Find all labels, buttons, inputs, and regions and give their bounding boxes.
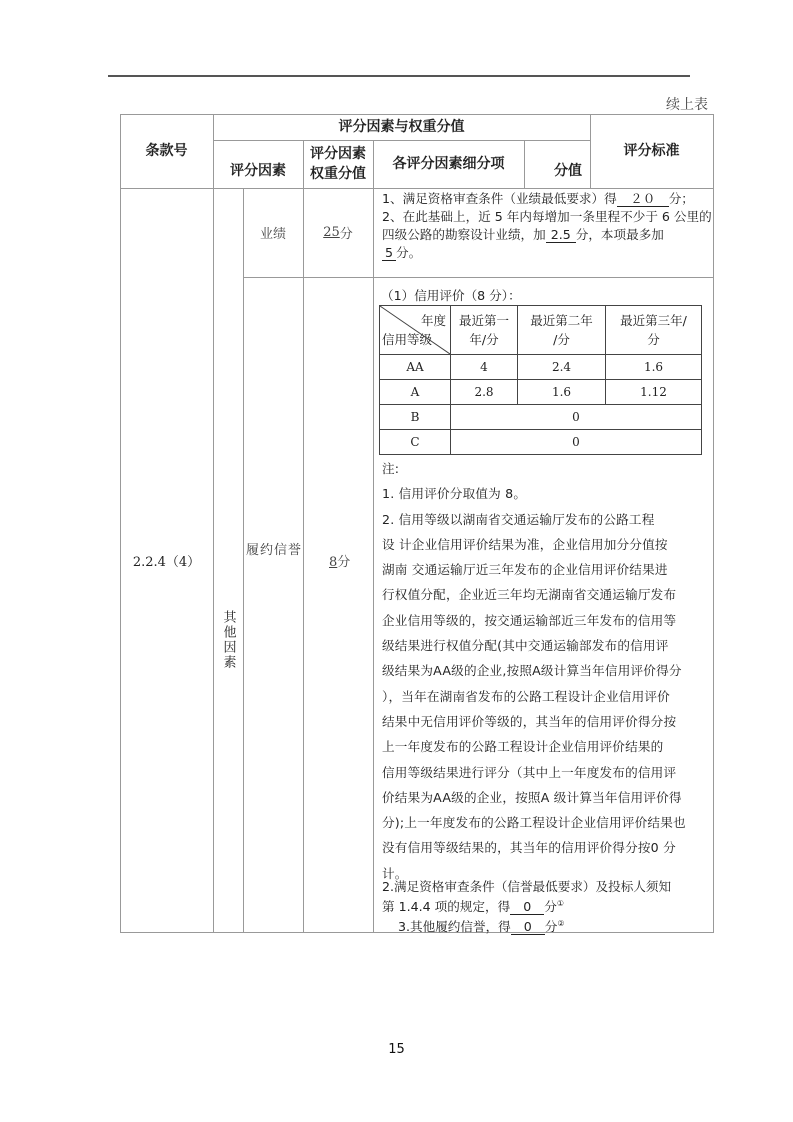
note-line: 信用等级结果进行评分（其中上一年度发布的信用评 bbox=[382, 764, 677, 780]
col-header-line: 最近第三年/ bbox=[620, 313, 687, 328]
grade-cell: C bbox=[380, 430, 451, 455]
value-cell: 1.6 bbox=[518, 380, 606, 405]
note-line: 结果中无信用评价等级的，其当年的信用评价得分按 bbox=[382, 713, 677, 729]
performance-criteria-line2 bbox=[382, 208, 712, 262]
header-score: 分值 bbox=[554, 163, 582, 179]
criteria-text: 分。 bbox=[396, 245, 422, 260]
note-line: 级结果进行权值分配(其中交通运输部发布的信用评 bbox=[382, 638, 669, 654]
note-line: 计。 bbox=[382, 865, 408, 881]
performance-weight-value: 25 bbox=[323, 225, 340, 240]
credit-table-header bbox=[380, 306, 702, 355]
score-blank: 0 bbox=[510, 899, 544, 915]
col-header bbox=[518, 306, 606, 355]
col-header-line: 分 bbox=[647, 332, 660, 347]
criteria-text: 分 bbox=[544, 899, 557, 915]
criteria-text: 第 1.4.4 项的规定，得 bbox=[382, 899, 511, 915]
footnote-mark: ② bbox=[557, 919, 565, 929]
header-weight-line1: 评分因素 bbox=[310, 146, 366, 162]
category-label: 其他因素 bbox=[220, 610, 236, 670]
header-weight bbox=[303, 140, 373, 188]
value-cell: 1.12 bbox=[606, 380, 702, 405]
item-2-line2 bbox=[382, 895, 712, 915]
note-line: 设 计企业信用评价结果为准，企业信用加分分值按 bbox=[382, 536, 668, 552]
note-line: 分);上一年度发布的公路工程设计企业信用评价结果也 bbox=[382, 815, 686, 831]
table-row bbox=[380, 380, 702, 405]
note-1: 1. 信用评价分取值为 8。 bbox=[382, 486, 527, 502]
credit-weight-value: 8 bbox=[329, 555, 338, 570]
merged-value-cell: 0 bbox=[451, 430, 702, 455]
corner-top: 年度 bbox=[420, 313, 446, 328]
header-group-title: 评分因素与权重分值 bbox=[338, 119, 465, 135]
header-factor: 评分因素 bbox=[230, 163, 286, 179]
col-header bbox=[606, 306, 702, 355]
value-cell: 2.8 bbox=[451, 380, 518, 405]
credit-weight-unit: 分 bbox=[337, 555, 351, 570]
grade-cell: AA bbox=[380, 355, 451, 380]
clause-number: 2.2.4（4） bbox=[132, 554, 201, 570]
col-header-line: /分 bbox=[553, 332, 570, 347]
table-row bbox=[380, 430, 702, 455]
value-cell: 2.4 bbox=[518, 355, 606, 380]
criteria-text: 分 bbox=[544, 919, 558, 935]
col-header-line: 最近第二年 bbox=[530, 313, 593, 328]
credit-table-title: （1）信用评价（8 分）： bbox=[381, 288, 521, 303]
value-cell: 1.6 bbox=[606, 355, 702, 380]
corner-cell bbox=[380, 306, 451, 355]
grade-cell: B bbox=[380, 405, 451, 430]
note-line: 级结果为AA级的企业,按照A级计算当年信用评价得分 bbox=[382, 663, 682, 679]
col-header-line: 年/分 bbox=[469, 332, 499, 347]
criteria-text: 2、在此基础上，近 5 年内每增加一条里程不少于 6 公里的四级公路的勘察设计业绩，加 bbox=[382, 209, 712, 242]
footnote-mark: ① bbox=[556, 899, 564, 908]
note-label: 注: bbox=[382, 461, 400, 476]
corner-bottom: 信用等级 bbox=[382, 332, 433, 347]
note-line: 没有信用等级结果的，其当年的信用评价得分按0 分 bbox=[382, 840, 676, 856]
performance-factor: 业绩 bbox=[259, 227, 286, 242]
credit-score-table bbox=[379, 305, 702, 455]
credit-factor: 履约信誉 bbox=[246, 543, 303, 558]
score-blank: 5 bbox=[382, 245, 396, 261]
header-clause-no: 条款号 bbox=[145, 143, 188, 159]
note-2 bbox=[382, 507, 712, 886]
performance-criteria bbox=[382, 190, 712, 262]
table-row bbox=[380, 405, 702, 430]
category-cell bbox=[213, 188, 243, 932]
note-line: 价结果为AA级的企业，按照A 级计算当年信用评价得 bbox=[382, 789, 682, 805]
credit-notes bbox=[382, 456, 712, 886]
performance-weight bbox=[303, 188, 373, 277]
diagonal-line bbox=[380, 306, 450, 354]
col-header-line: 最近第一 bbox=[458, 313, 509, 328]
header-weight-line2: 权重分值 bbox=[310, 166, 366, 182]
page-number: 15 bbox=[388, 1042, 405, 1057]
score-blank: 2.5 bbox=[546, 227, 576, 243]
item-3 bbox=[382, 915, 712, 935]
credit-items bbox=[382, 878, 712, 935]
item-2-line1: 2.满足资格审查条件（信誉最低要求）及投标人须知 bbox=[382, 879, 672, 894]
performance-weight-unit: 分 bbox=[339, 227, 353, 242]
note-line: 2. 信用等级以湖南省交通运输厅发布的公路工程 bbox=[382, 511, 655, 527]
header-sub-items: 各评分因素细分项 bbox=[392, 156, 505, 172]
criteria-text: 1、满足资格审查条件（业绩最低要求）得 bbox=[382, 191, 617, 206]
merged-value-cell: 0 bbox=[451, 405, 702, 430]
score-blank: 0 bbox=[511, 919, 545, 935]
criteria-text: 3.其他履约信誉，得 bbox=[398, 919, 511, 935]
note-line: ），当年在湖南省发布的公路工程设计企业信用评价 bbox=[382, 688, 670, 704]
grade-cell: A bbox=[380, 380, 451, 405]
value-cell: 4 bbox=[451, 355, 518, 380]
header-criteria: 评分标准 bbox=[623, 143, 680, 159]
note-line: 上一年度发布的公路工程设计企业信用评价结果的 bbox=[382, 739, 664, 755]
table-row bbox=[380, 355, 702, 380]
performance-criteria-line1 bbox=[382, 190, 712, 208]
note-line: 湖南 交通运输厅近三年发布的企业信用评价结果进 bbox=[382, 562, 668, 578]
criteria-text: 分，本项最多加 bbox=[575, 227, 664, 242]
col-header bbox=[451, 306, 518, 355]
continued-label: 续上表 bbox=[666, 97, 708, 113]
criteria-text: 分； bbox=[668, 191, 694, 206]
header-rule bbox=[108, 75, 690, 77]
score-blank: ２０ bbox=[617, 191, 669, 207]
note-line: 行权值分配，企业近三年均无湖南省交通运输厅发布 bbox=[382, 587, 677, 603]
credit-weight bbox=[329, 551, 350, 570]
note-line: 企业信用等级的，按交通运输部近三年发布的信用等 bbox=[382, 612, 677, 628]
